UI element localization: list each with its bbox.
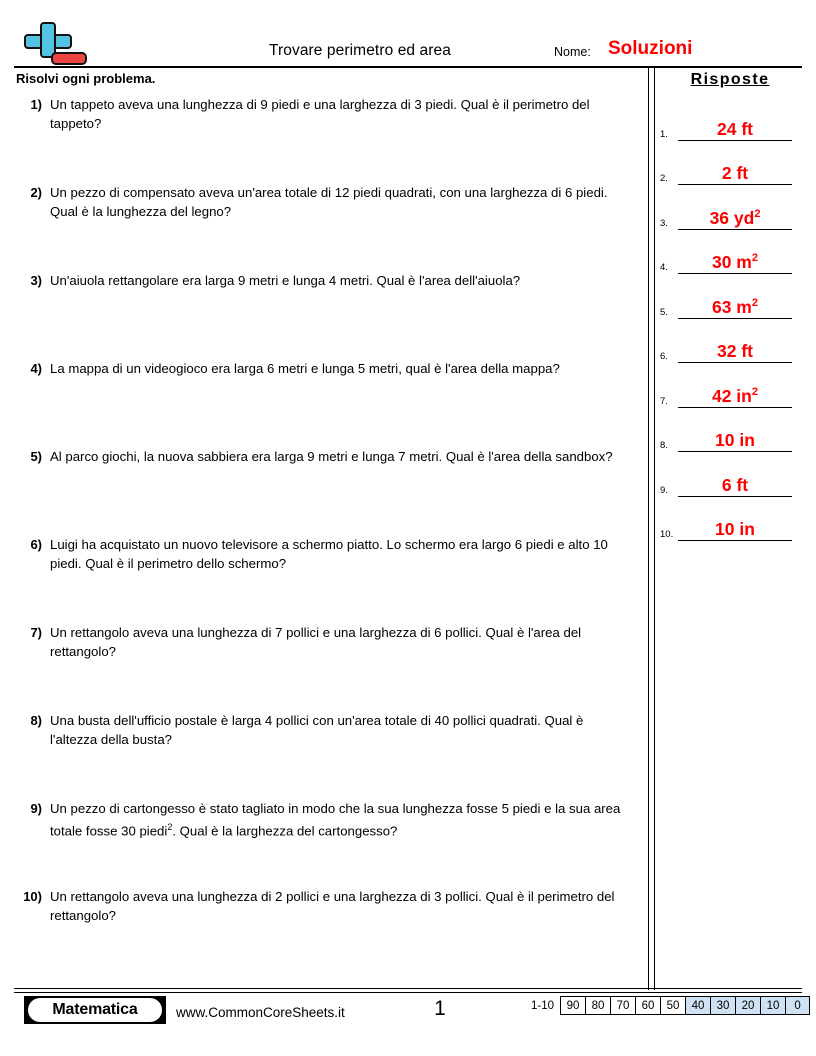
score-cell: 50 — [660, 996, 685, 1015]
answer-superscript: 2 — [754, 207, 761, 220]
score-cell: 10 — [760, 996, 785, 1015]
answer-row — [660, 98, 806, 143]
answer-row — [660, 276, 806, 321]
question-item — [16, 183, 636, 271]
answer-line — [678, 273, 792, 274]
question-item — [16, 271, 636, 359]
questions-list — [16, 95, 636, 975]
score-cell: 30 — [710, 996, 735, 1015]
question-number: 3) — [30, 273, 42, 288]
answer-value-text: 2 ft — [721, 163, 749, 183]
question-item — [16, 359, 636, 447]
score-cell: 40 — [685, 996, 710, 1015]
question-text: La mappa di un videogioco era larga 6 metri e lunga 5 metri, qual è l'area della mappa? — [50, 361, 560, 376]
footer-divider-bottom — [14, 992, 802, 993]
answer-row — [660, 410, 806, 455]
score-cell: 60 — [635, 996, 660, 1015]
answer-value — [678, 383, 792, 406]
worksheet-header — [0, 0, 816, 68]
plus-minus-icon — [18, 22, 86, 66]
answer-row — [660, 365, 806, 410]
question-text-pre: Un pezzo di cartongesso è stato tagliato in modo che la sua lunghezza fosse 5 piedi e la sua area totale fosse 30 piedi — [50, 801, 621, 839]
answer-value-text: 36 yd — [709, 207, 755, 228]
answer-line — [678, 496, 792, 497]
answer-value — [678, 249, 792, 272]
answer-line — [678, 451, 792, 452]
question-text — [50, 799, 636, 840]
question-number: 6) — [30, 537, 42, 552]
score-cell: 20 — [735, 996, 760, 1015]
answer-line — [678, 184, 792, 185]
answer-value-text: 24 ft — [717, 118, 753, 139]
question-item — [16, 95, 636, 183]
question-item — [16, 887, 636, 975]
site-url: www.CommonCoreSheets.it — [176, 1005, 345, 1020]
answer-row — [660, 143, 806, 188]
question-number: 10) — [23, 889, 42, 904]
name-value: Soluzioni — [608, 38, 693, 59]
score-table — [529, 996, 810, 1015]
answer-row — [660, 499, 806, 544]
answer-number: 9. — [660, 484, 668, 496]
score-cell: 0 — [785, 996, 810, 1015]
answer-value — [678, 427, 792, 450]
answer-number: 7. — [660, 395, 668, 407]
answer-number: 8. — [660, 440, 668, 451]
question-number: 4) — [30, 361, 42, 376]
answer-line — [678, 407, 792, 408]
question-item — [16, 535, 636, 623]
question-number: 2) — [30, 185, 42, 200]
answer-value — [678, 338, 792, 361]
answer-value-text: 32 ft — [717, 341, 753, 361]
answer-line — [678, 318, 792, 319]
answer-value — [678, 116, 792, 139]
question-number: 8) — [30, 713, 42, 728]
score-cell: 80 — [585, 996, 610, 1015]
question-number: 7) — [30, 625, 42, 640]
answer-line — [678, 540, 792, 541]
question-number: 9) — [30, 801, 42, 816]
question-number: 5) — [30, 449, 42, 464]
question-superscript: 2 — [167, 822, 173, 832]
question-text: Al parco giochi, la nuova sabbiera era larga 9 metri e lunga 7 metri. Qual è l'area della sandbox? — [50, 449, 613, 464]
answer-value-text: 30 m — [711, 252, 752, 272]
answer-number: 2. — [660, 173, 668, 184]
brand-pill — [28, 998, 162, 1022]
minus-bar — [51, 52, 87, 65]
question-item — [16, 447, 636, 535]
answers-panel — [660, 68, 806, 543]
instructions-text: Risolvi ogni problema. — [16, 71, 156, 86]
answer-value — [678, 472, 792, 495]
question-text: Un'aiuola rettangolare era larga 9 metri e lunga 4 metri. Qual è l'area dell'aiuola? — [50, 273, 521, 288]
question-text: Una busta dell'ufficio postale è larga 4 pollici con un'area totale di 40 pollici quadrati. Qual è l'altezza della busta? — [50, 713, 584, 747]
answer-value-text: 63 m — [711, 296, 752, 317]
answer-number: 6. — [660, 351, 668, 362]
question-text-post: . Qual è la larghezza del cartongesso? — [172, 823, 398, 839]
answer-line — [678, 229, 792, 230]
answer-line — [678, 140, 792, 141]
answer-row — [660, 321, 806, 366]
brand-badge — [24, 996, 166, 1024]
name-label: Nome: — [554, 45, 591, 59]
answer-row — [660, 454, 806, 499]
answer-row — [660, 232, 806, 277]
plus-center-fill — [42, 36, 54, 47]
question-number: 1) — [30, 97, 42, 112]
answer-value-text: 10 in — [715, 519, 755, 539]
answer-value-text: 6 ft — [721, 474, 749, 495]
score-cell: 90 — [560, 996, 585, 1015]
question-text: Un tappeto aveva una lunghezza di 9 piedi e una larghezza di 3 piedi. Qual è il perimetro del tappeto? — [50, 97, 590, 131]
answer-value-text: 10 in — [715, 430, 755, 450]
question-item — [16, 711, 636, 799]
answer-superscript: 2 — [751, 252, 758, 265]
question-item — [16, 623, 636, 711]
answer-number: 1. — [660, 128, 668, 140]
answer-number: 4. — [660, 262, 668, 273]
brand-label: Matematica — [52, 1001, 138, 1018]
page-title: Trovare perimetro ed area — [269, 42, 451, 59]
footer-divider-top — [14, 988, 802, 989]
question-item — [16, 799, 636, 887]
answer-row — [660, 187, 806, 232]
question-text: Un rettangolo aveva una lunghezza di 2 pollici e una larghezza di 3 pollici. Qual è il perimetro del rettangolo? — [50, 889, 615, 923]
question-text: Un pezzo di compensato aveva un'area totale di 12 piedi quadrati, con una larghezza di 6 piedi. Qual è la lunghezza del legno? — [50, 185, 608, 219]
answer-line — [678, 362, 792, 363]
answer-number: 10. — [660, 529, 674, 540]
answers-list — [660, 98, 806, 543]
answer-value — [678, 294, 792, 317]
answers-heading: Risposte — [690, 71, 770, 88]
answer-value — [678, 516, 792, 539]
score-range-label: 1-10 — [531, 999, 555, 1012]
answer-superscript: 2 — [751, 385, 758, 398]
question-text: Un rettangolo aveva una lunghezza di 7 pollici e una larghezza di 6 pollici. Qual è l'area del rettangolo? — [50, 625, 582, 659]
answer-number: 3. — [660, 217, 668, 229]
question-text: Luigi ha acquistato un nuovo televisore a schermo piatto. Lo schermo era largo 6 piedi e alto 10 piedi. Qual è il perimetro dello schermo? — [50, 537, 608, 571]
page-number: 1 — [434, 997, 446, 1020]
answer-superscript: 2 — [751, 296, 758, 309]
answer-value — [678, 205, 792, 228]
column-divider — [648, 66, 655, 990]
score-cell: 70 — [610, 996, 635, 1015]
answer-number: 5. — [660, 306, 668, 318]
answer-value — [678, 160, 792, 183]
answer-value-text: 42 in — [711, 385, 752, 406]
